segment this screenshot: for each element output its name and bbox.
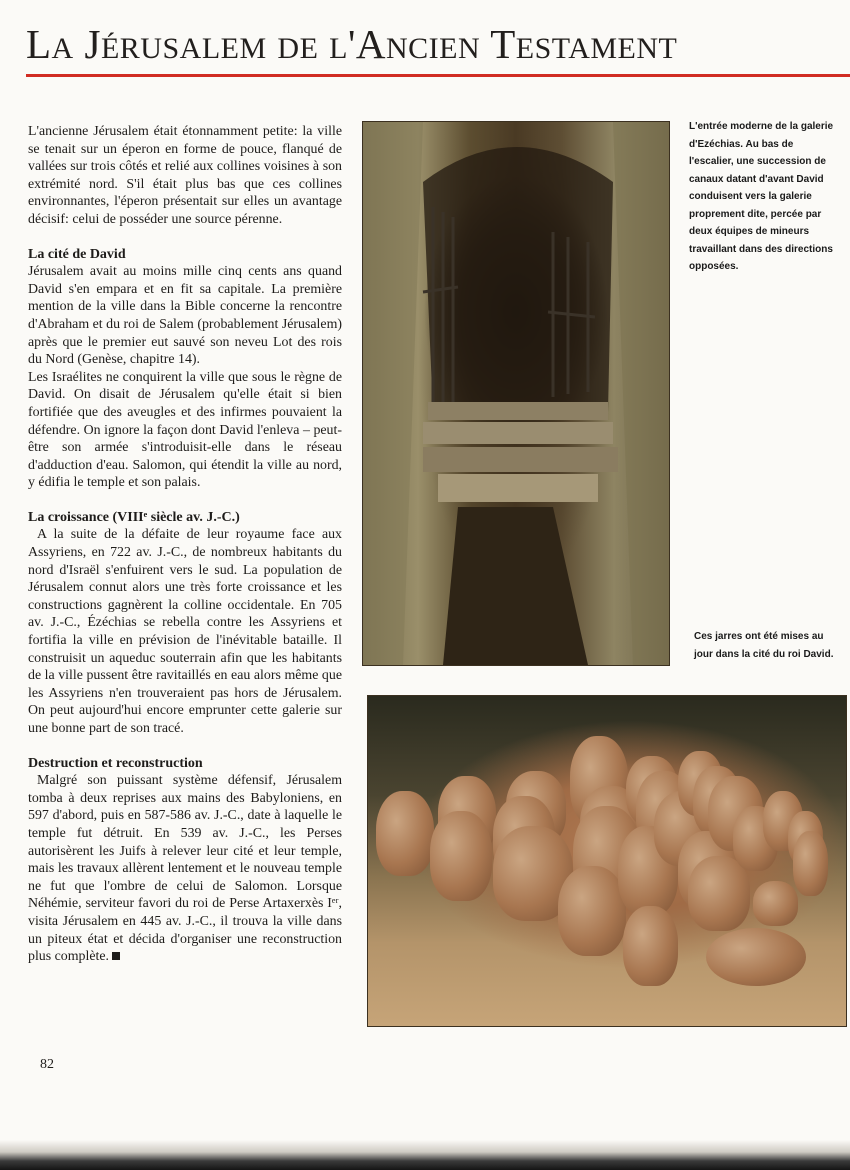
main-text-column <box>28 123 342 966</box>
section-heading: La croissance (VIIIᵉ siècle av. J.-C.) <box>28 509 240 525</box>
section-heading: La cité de David <box>28 246 126 262</box>
end-mark-icon <box>112 952 120 960</box>
intro-paragraph: L'ancienne Jérusalem était étonnamment petite: la ville se tenait sur un éperon en forme de pouce, flanqué de vallées sur trois côtés et relié aux collines voisines à son extrémité nord. S'il était plus bas que ces collines environnantes, l'éperon présentait sur elles un avantage décisif: celui de posséder une source pérenne. <box>28 124 342 227</box>
jar <box>376 791 434 876</box>
jar <box>688 856 750 931</box>
page-number: 82 <box>40 1057 54 1072</box>
tunnel-illustration <box>363 122 669 665</box>
section-heading: Destruction et reconstruction <box>28 755 203 771</box>
tunnel-caption: L'entrée moderne de la galerie d'Ezéchias. Au bas de l'escalier, une succession de canaux datant d'avant David conduisent vers la galerie proprement dite, percée par deux équipes de mineurs travaillant dans des directions opposées. <box>689 121 834 272</box>
tunnel-photo <box>362 121 670 666</box>
jar <box>623 906 678 986</box>
section-paragraph: Les Israélites ne conquirent la ville que sous le règne de David. On disait de Jérusalem qu'elle était si bien fortifiée que des aveugles et des infirmes pouvaient la défendre. On ignore la façon dont David l'enleva – peut-être son armée s'introduisit-elle dans le réseau d'adduction d'eau. Salomon, qui étendit la ville au nord, y édifia le temple et son palais. <box>28 369 342 491</box>
section-paragraph <box>28 772 342 966</box>
title-rule <box>26 74 850 77</box>
page-title: LA JÉRUSALEM DE L'ANCIEN TESTAMENT <box>26 21 678 67</box>
jar <box>793 831 828 896</box>
bowl <box>706 928 806 986</box>
jar <box>558 866 626 956</box>
jars-caption: Ces jarres ont été mises au jour dans la cité du roi David. <box>694 631 834 660</box>
jar <box>430 811 492 901</box>
jar <box>753 881 798 926</box>
jars-photo <box>367 695 847 1027</box>
scan-edge <box>0 1140 850 1170</box>
section-paragraph-text: Malgré son puissant système défensif, Jérusalem tomba à deux reprises aux mains des Babyloniens, en 597 d'abord, puis en 587-586 av. J.-C., date à laquelle le temple fut détruit. En 539 av. J.-C., les Perses autorisèrent les Juifs à relever leur cité et leur temple, mais les travaux allèrent lentement et le nouveau temple ne fut que l'ombre de celui de Salomon. Lorsque Néhémie, serviteur favori du roi de Perse Artaxerxès Iᵉʳ, visita Jérusalem en 445 av. J.-C., il trouva la ville dans un piteux état et décida d'organiser une reconstruction plus complète. <box>28 773 342 965</box>
section-paragraph: A la suite de la défaite de leur royaume face aux Assyriens, en 722 av. J.-C., de nombreux habitants du nord d'Israël s'enfuirent vers le sud. La population de Jérusalem connut alors une très forte croissance et les constructions gagnèrent la colline occidentale. En 705 av. J.-C., Ézéchias se rebella contre les Assyriens et fortifia la ville en prévision de l'inévitable bataille. Il construisit un aqueduc souterrain afin que les habitants de la ville pussent être ravitaillés en eau alors même que les Assyriens n'en trouveraient pas hors de Jérusalem. On peut aujourd'hui encore emprunter cette galerie sur une bonne part de son tracé. <box>28 527 342 736</box>
section-paragraph: Jérusalem avait au moins mille cinq cents ans quand David s'en empara et en fit sa capitale. La première mention de la ville dans la Bible concerne la rencontre d'Abraham et du roi de Salem (probablement Jérusalem) après que le premier eut sauvé son neveu Lot des rois du Nord (Genèse, chapitre 14). <box>28 264 342 368</box>
